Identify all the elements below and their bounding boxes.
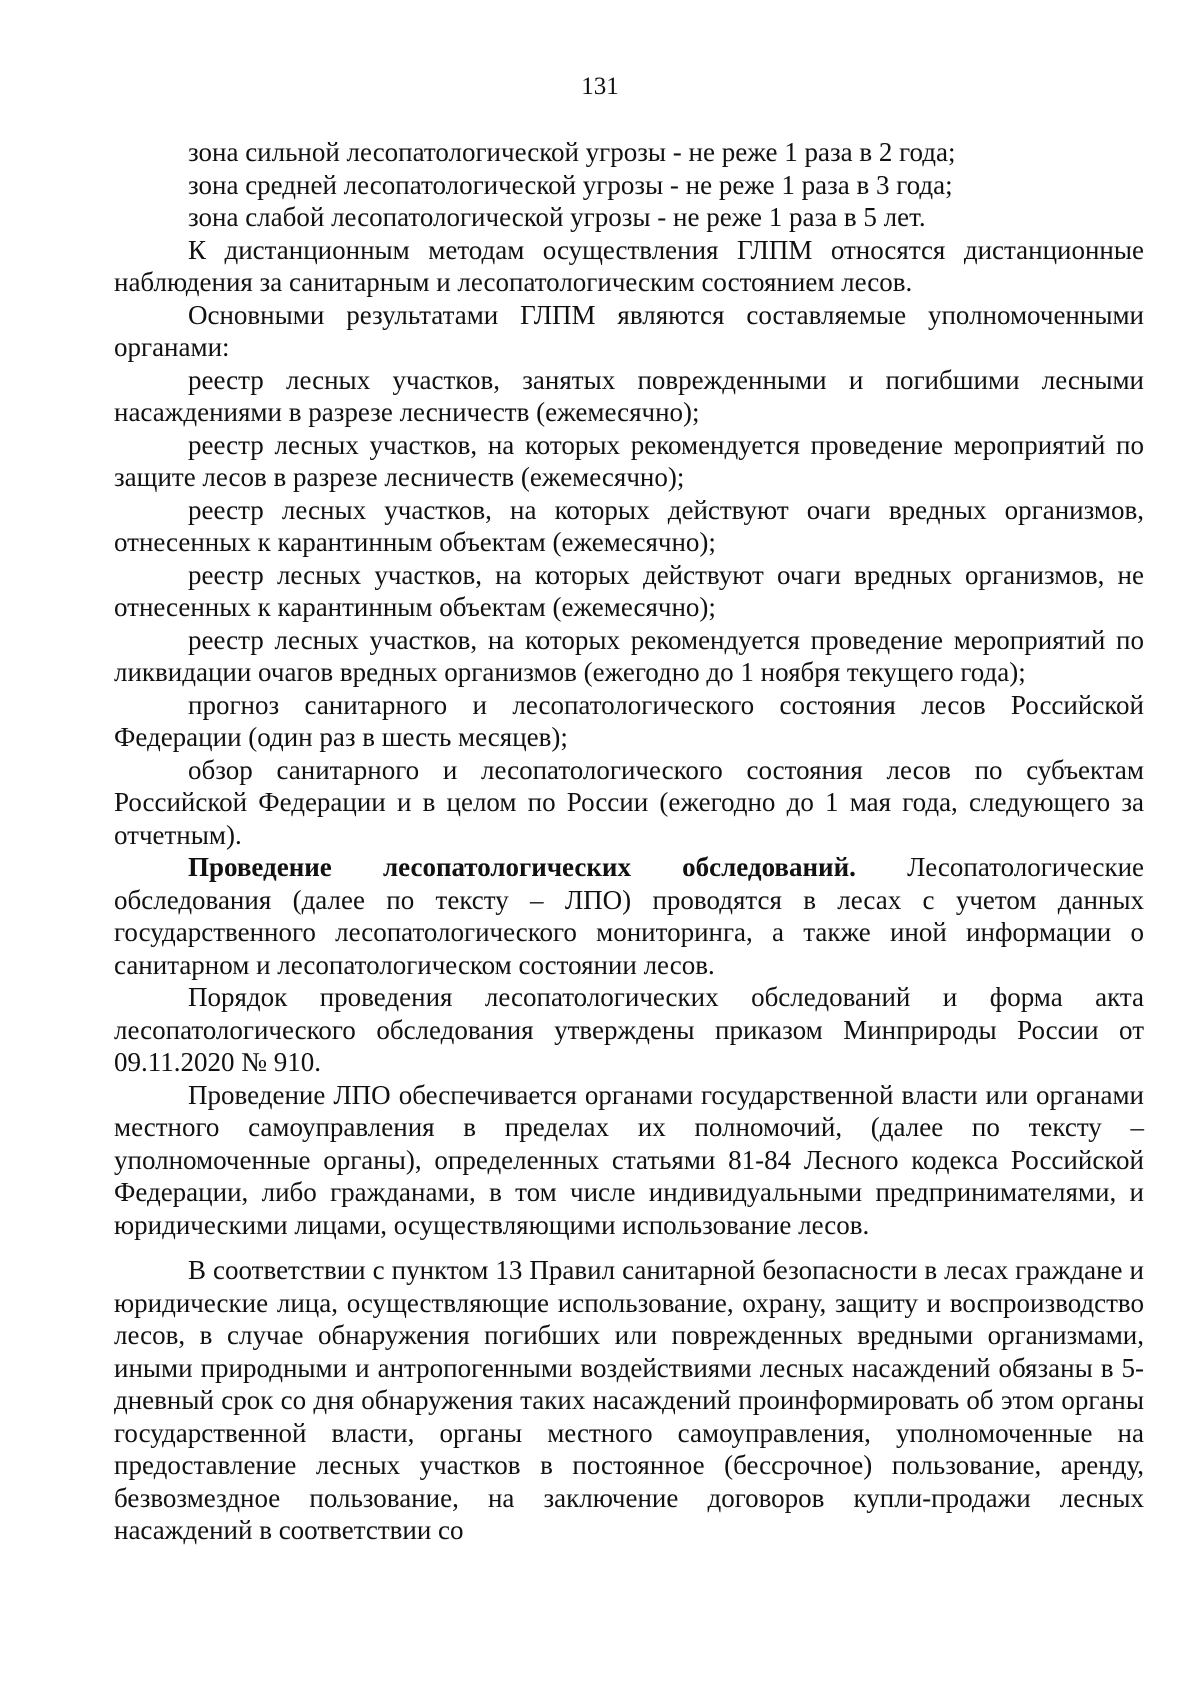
- forecast-item: прогноз санитарного и лесопатологического состояния лесов Российской Федерации (один раз в шесть месяцев);: [114, 689, 1144, 752]
- remote-methods-paragraph: К дистанционным методам осуществления ГЛПМ относятся дистанционные наблюдения за санитарным и лесопатологическим состоянием лесов.: [114, 234, 1144, 297]
- lpo-text: Лесопатологические обследования (далее по тексту – ЛПО) проводятся в лесах с учетом данных государственного лесопатологического мониторинга, а также иной информации о санитарном и лесопатологическом состоянии лесов.: [114, 852, 1145, 980]
- provision-paragraph: Проведение ЛПО обеспечивается органами государственной власти или органами местного самоуправления в пределах их полномочий, (далее по тексту – уполномоченные органы), определенных статьями 81-84 Лесного кодекса Российской Федерации, либо гражданами, в том числе индивидуальными предпринимателями, и юридическими лицами, осуществляющими использование лесов.: [114, 1079, 1144, 1240]
- registry-protection-item: реестр лесных участков, на которых рекомендуется проведение мероприятий по защите лесов в разрезе лесничеств (ежемесячно);: [114, 429, 1144, 492]
- lpo-paragraph: [114, 851, 1144, 981]
- document-body: [114, 136, 1144, 1547]
- zone-medium-line: зона средней лесопатологической угрозы - не реже 1 раза в 3 года;: [188, 169, 953, 200]
- review-item: обзор санитарного и лесопатологического состояния лесов по субъектам Российской Федерации и в целом по России (ежегодно до 1 мая года, следующего за отчетным).: [114, 754, 1144, 850]
- registry-quarantine-item: реестр лесных участков, на которых действуют очаги вредных организмов, отнесенных к карантинным объектам (ежемесячно);: [114, 494, 1144, 557]
- lpo-heading: Проведение лесопатологических обследований.: [188, 852, 856, 882]
- rule-13-paragraph: В соответствии с пунктом 13 Правил санитарной безопасности в лесах граждане и юридические лица, осуществляющие использование, охрану, защиту и воспроизводство лесов, в случае обнаружения погибших или поврежденных вредными организмами, иными природными и антропогенными воздействиями лесных насаждений обязаны в 5-дневный срок со дня обнаружения таких насаждений проинформировать об этом органы государственной власти, органы местного самоуправления, уполномоченные на предоставление лесных участков в постоянное (бессрочное) пользование, аренду, безвозмездное пользование, на заключение договоров купли-продажи лесных насаждений в соответствии со: [114, 1255, 1144, 1545]
- registry-damaged-item: реестр лесных участков, занятых поврежденными и погибшими лесными насаждениями в разрезе лесничеств (ежемесячно);: [114, 364, 1144, 427]
- zone-weak-line: зона слабой лесопатологической угрозы - не реже 1 раза в 5 лет.: [188, 202, 926, 232]
- registry-liquidation-item: реестр лесных участков, на которых рекомендуется проведение мероприятий по ликвидации очагов вредных организмов (ежегодно до 1 ноября текущего года);: [114, 624, 1144, 687]
- page-number: 131: [581, 73, 619, 100]
- main-results-paragraph: Основными результатами ГЛПМ являются составляемые уполномоченными органами:: [114, 299, 1144, 362]
- zone-strong-line: зона сильной лесопатологической угрозы - не реже 1 раза в 2 года;: [188, 137, 956, 167]
- registry-non-quarantine-item: реестр лесных участков, на которых действуют очаги вредных организмов, не отнесенных к карантинным объектам (ежемесячно);: [114, 559, 1144, 622]
- procedure-paragraph: Порядок проведения лесопатологических обследований и форма акта лесопатологического обследования утверждены приказом Минприроды России от 09.11.2020 № 910.: [114, 982, 1144, 1077]
